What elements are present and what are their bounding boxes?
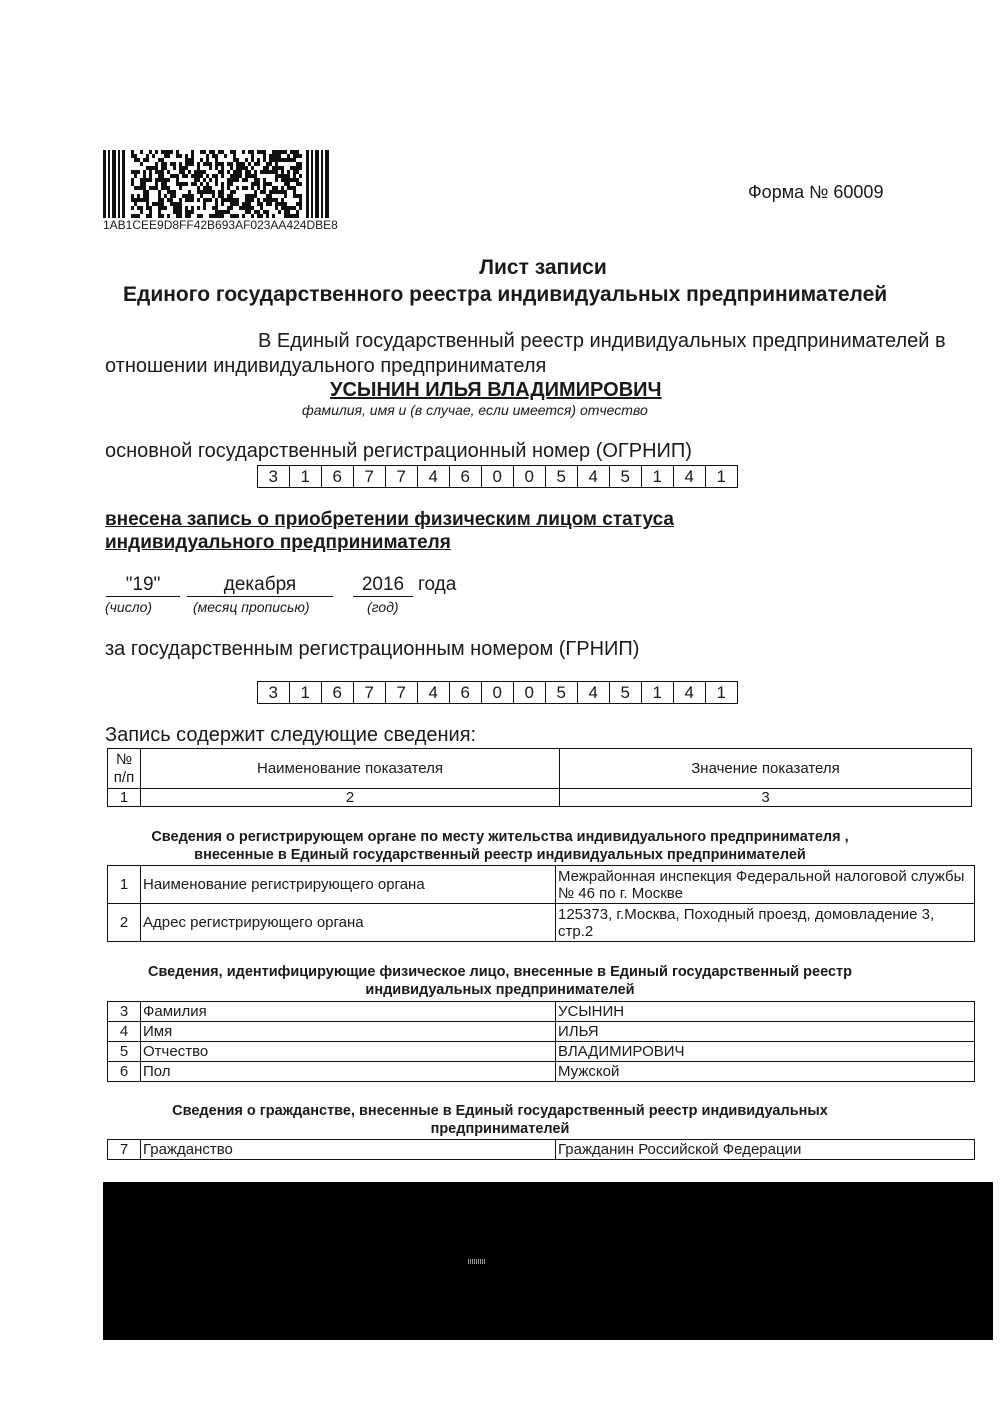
number-digit-cell: 0 [481, 465, 515, 488]
barcode-code: 1AB1CEE9D8FF42B693AF023AA424DBE8 [103, 218, 338, 232]
number-digit-cell: 4 [673, 465, 707, 488]
number-digit-cell: 5 [545, 465, 579, 488]
header-col-name: Наименование показателя [141, 749, 560, 789]
section3-title-line2: предпринимателей [430, 1121, 570, 1137]
grnip-number [258, 681, 738, 704]
row-number: 2 [108, 904, 141, 942]
number-digit-cell: 0 [513, 681, 547, 704]
number-digit-cell: 6 [449, 465, 483, 488]
row-number: 7 [108, 1140, 141, 1160]
header-num-line2: п/п [113, 768, 135, 786]
number-digit-cell: 4 [417, 465, 451, 488]
number-digit-cell: 7 [353, 465, 387, 488]
row-number: 1 [108, 866, 141, 904]
row-number: 3 [108, 1002, 141, 1022]
row-value: ВЛАДИМИРОВИЧ [556, 1042, 975, 1062]
section3-title-line1: Сведения о гражданстве, внесенные в Единый государственный реестр индивидуальных [172, 1103, 828, 1119]
header-col-value: Значение показателя [560, 749, 972, 789]
header-index-2: 2 [141, 789, 560, 807]
entrepreneur-name-caption: фамилия, имя и (в случае, если имеется) отчество [302, 402, 648, 418]
number-digit-cell: 4 [577, 681, 611, 704]
row-number: 5 [108, 1042, 141, 1062]
number-digit-cell: 3 [257, 681, 291, 704]
row-name: Пол [141, 1062, 556, 1082]
number-digit-cell: 7 [385, 465, 419, 488]
redaction-block [103, 1182, 993, 1340]
table-header [107, 748, 972, 807]
number-digit-cell: 1 [641, 465, 675, 488]
header-index-1: 1 [108, 789, 141, 807]
row-value: Гражданин Российской Федерации [556, 1140, 975, 1160]
intro-line-2: отношении индивидуального предпринимателя [105, 355, 547, 377]
number-digit-cell: 5 [545, 681, 579, 704]
section1-title-line2: внесенные в Единый государственный реестр индивидуальных предпринимателей [194, 847, 806, 863]
header-col-number [108, 749, 141, 789]
number-digit-cell: 1 [641, 681, 675, 704]
date-day-caption: (число) [105, 599, 153, 615]
contains-label: Запись содержит следующие сведения: [105, 724, 477, 746]
table-row [108, 1140, 975, 1160]
number-digit-cell: 1 [705, 465, 739, 488]
section-registering-authority-title [0, 828, 1000, 864]
number-digit-cell: 6 [321, 465, 355, 488]
number-digit-cell: 0 [481, 681, 515, 704]
table-row [108, 1042, 975, 1062]
row-name: Фамилия [141, 1002, 556, 1022]
redaction-mark [468, 1259, 486, 1264]
table-row [108, 1022, 975, 1042]
number-digit-cell: 7 [353, 681, 387, 704]
row-name: Отчество [141, 1042, 556, 1062]
table-row [108, 866, 975, 904]
form-number: Форма № 60009 [748, 182, 884, 202]
number-digit-cell: 5 [609, 681, 643, 704]
row-value: Мужской [556, 1062, 975, 1082]
row-value: 125373, г.Москва, Походный проезд, домовладение 3, стр.2 [556, 904, 975, 942]
number-digit-cell: 4 [417, 681, 451, 704]
section2-title-line1: Сведения, идентифицирующие физическое лицо, внесенные в Единый государственный реестр [147, 964, 852, 980]
section1-title-line1: Сведения о регистрирующем органе по месту жительства индивидуального предпринимателя , [151, 829, 849, 845]
row-number: 6 [108, 1062, 141, 1082]
header-num-line1: № [115, 750, 133, 768]
record-description: внесена запись о приобретении физическим лицом статуса индивидуального предпринимателя [105, 509, 674, 553]
ogrnip-label: основной государственный регистрационный номер (ОГРНИП) [105, 440, 692, 462]
section3-table [107, 1139, 975, 1160]
grnip-label: за государственным регистрационным номером (ГРНИП) [105, 638, 640, 660]
table-row [108, 1002, 975, 1022]
date-month: декабря [187, 574, 333, 597]
section1-table [107, 865, 975, 942]
number-digit-cell: 3 [257, 465, 291, 488]
row-value: УСЫНИН [556, 1002, 975, 1022]
number-digit-cell: 1 [289, 681, 323, 704]
row-name: Наименование регистрирующего органа [141, 866, 556, 904]
date-year: 2016 [353, 574, 413, 597]
document-subtitle: Единого государственного реестра индивидуальных предпринимателей [123, 283, 888, 306]
number-digit-cell: 4 [577, 465, 611, 488]
number-digit-cell: 1 [705, 681, 739, 704]
table-row [108, 1062, 975, 1082]
row-name: Адрес регистрирующего органа [141, 904, 556, 942]
section-identification-title [0, 963, 1000, 999]
number-digit-cell: 5 [609, 465, 643, 488]
document-title: Лист записи [479, 256, 607, 279]
ogrnip-number [258, 465, 738, 488]
row-number: 4 [108, 1022, 141, 1042]
row-value: Межрайонная инспекция Федеральной налоговой службы № 46 по г. Москве [556, 866, 975, 904]
section2-title-line2: индивидуальных предпринимателей [365, 982, 635, 998]
section-citizenship-title [0, 1102, 1000, 1138]
intro-line-1: В Единый государственный реестр индивидуальных предпринимателей в [258, 330, 946, 352]
section2-table [107, 1001, 975, 1082]
row-value: ИЛЬЯ [556, 1022, 975, 1042]
barcode-image [103, 150, 331, 218]
number-digit-cell: 6 [321, 681, 355, 704]
date-month-caption: (месяц прописью) [193, 599, 310, 615]
number-digit-cell: 1 [289, 465, 323, 488]
date-day: "19" [106, 574, 180, 597]
date-tail: года [418, 574, 457, 595]
header-index-3: 3 [560, 789, 972, 807]
date-year-caption: (год) [367, 599, 399, 615]
number-digit-cell: 6 [449, 681, 483, 704]
entrepreneur-name: УСЫНИН ИЛЬЯ ВЛАДИМИРОВИЧ [330, 379, 662, 401]
number-digit-cell: 4 [673, 681, 707, 704]
table-row [108, 904, 975, 942]
number-digit-cell: 0 [513, 465, 547, 488]
number-digit-cell: 7 [385, 681, 419, 704]
row-name: Гражданство [141, 1140, 556, 1160]
row-name: Имя [141, 1022, 556, 1042]
